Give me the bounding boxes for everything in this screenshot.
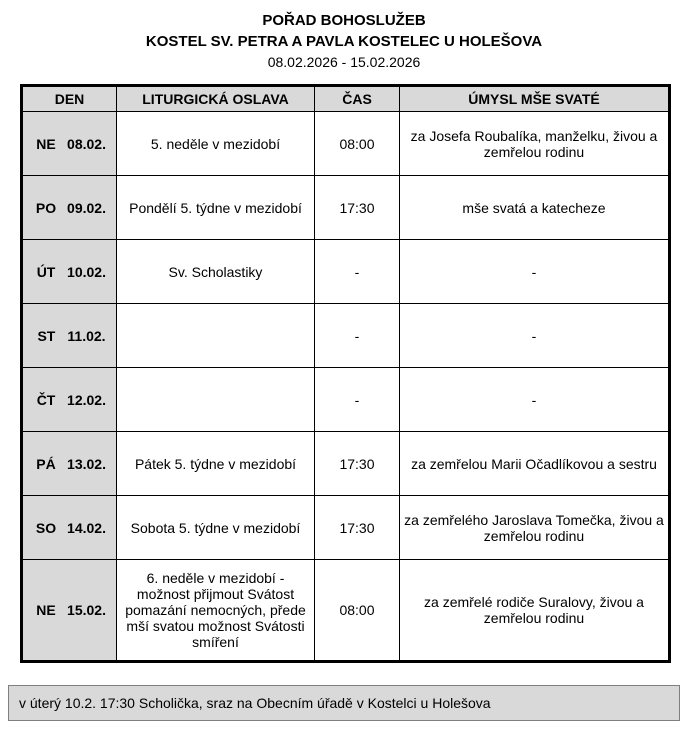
intention-cell: -: [400, 304, 670, 368]
day-abbreviation: PO: [35, 199, 57, 216]
intention-cell: -: [400, 368, 670, 432]
day-cell: [22, 560, 117, 662]
day-date: 11.02.: [67, 327, 106, 344]
intention-cell: za Josefa Roubalíka, manželku, živou a zemřelou rodinu: [400, 112, 670, 176]
page-subtitle: KOSTEL SV. PETRA A PAVLA KOSTELEC U HOLEŠOVA: [145, 33, 543, 50]
time-cell: 08:00: [315, 112, 400, 176]
day-date: 13.02.: [67, 455, 106, 472]
celebration-cell: Pátek 5. týdne v mezidobí: [117, 432, 315, 496]
celebration-cell: Pondělí 5. týdne v mezidobí: [117, 176, 315, 240]
celebration-cell: [117, 304, 315, 368]
column-header-cas: ČAS: [315, 86, 400, 112]
day-abbreviation: ST: [37, 327, 56, 344]
time-cell: 08:00: [315, 560, 400, 662]
intention-cell: za zemřelé rodiče Suralovy, živou a zemřelou rodinu: [400, 560, 670, 662]
celebration-cell: Sobota 5. týdne v mezidobí: [117, 496, 315, 560]
mass-schedule-table: [20, 84, 671, 663]
table-row: [22, 368, 670, 432]
celebration-cell: Sv. Scholastiky: [117, 240, 315, 304]
table-row: [22, 560, 670, 662]
time-cell: -: [315, 368, 400, 432]
day-abbreviation: ÚT: [36, 263, 56, 280]
intention-cell: -: [400, 240, 670, 304]
date-range: 08.02.2026 - 15.02.2026: [267, 54, 421, 70]
day-date: 10.02.: [67, 263, 106, 280]
table-header-row: [22, 86, 670, 112]
table-row: [22, 432, 670, 496]
day-date: 12.02.: [67, 391, 106, 408]
day-abbreviation: SO: [35, 519, 57, 536]
footer-note: v úterý 10.2. 17:30 Scholička, sraz na Obecním úřadě v Kostelci u Holešova: [8, 685, 680, 721]
intention-cell: za zemřelou Marii Očadlíkovou a sestru: [400, 432, 670, 496]
time-cell: 17:30: [315, 176, 400, 240]
day-cell: [22, 176, 117, 240]
column-header-den: DEN: [22, 86, 117, 112]
table-row: [22, 496, 670, 560]
day-cell: [22, 112, 117, 176]
day-date: 09.02.: [67, 199, 106, 216]
day-abbreviation: NE: [36, 135, 56, 152]
time-cell: -: [315, 240, 400, 304]
column-header-umysl: ÚMYSL MŠE SVATÉ: [400, 86, 670, 112]
day-cell: [22, 240, 117, 304]
celebration-cell: 6. neděle v mezidobí - možnost přijmout Svátost pomazání nemocných, přede mší svatou možnost Svátosti smíření: [117, 560, 315, 662]
celebration-cell: 5. neděle v mezidobí: [117, 112, 315, 176]
day-cell: [22, 432, 117, 496]
column-header-liturgicka-oslava: LITURGICKÁ OSLAVA: [117, 86, 315, 112]
table-row: [22, 304, 670, 368]
table-row: [22, 112, 670, 176]
day-abbreviation: PÁ: [36, 455, 56, 472]
day-cell: [22, 368, 117, 432]
day-cell: [22, 496, 117, 560]
title-block: [20, 12, 668, 70]
page-title: POŘAD BOHOSLUŽEB: [262, 12, 426, 29]
day-date: 15.02.: [67, 602, 106, 618]
time-cell: 17:30: [315, 432, 400, 496]
intention-cell: za zemřelého Jaroslava Tomečka, živou a zemřelou rodinu: [400, 496, 670, 560]
time-cell: 17:30: [315, 496, 400, 560]
table-row: [22, 176, 670, 240]
day-abbreviation: NE: [36, 602, 56, 618]
celebration-cell: [117, 368, 315, 432]
time-cell: -: [315, 304, 400, 368]
day-date: 14.02.: [67, 519, 106, 536]
table-row: [22, 240, 670, 304]
intention-cell: mše svatá a katecheze: [400, 176, 670, 240]
day-date: 08.02.: [67, 135, 106, 152]
day-cell: [22, 304, 117, 368]
day-abbreviation: ČT: [36, 391, 56, 408]
